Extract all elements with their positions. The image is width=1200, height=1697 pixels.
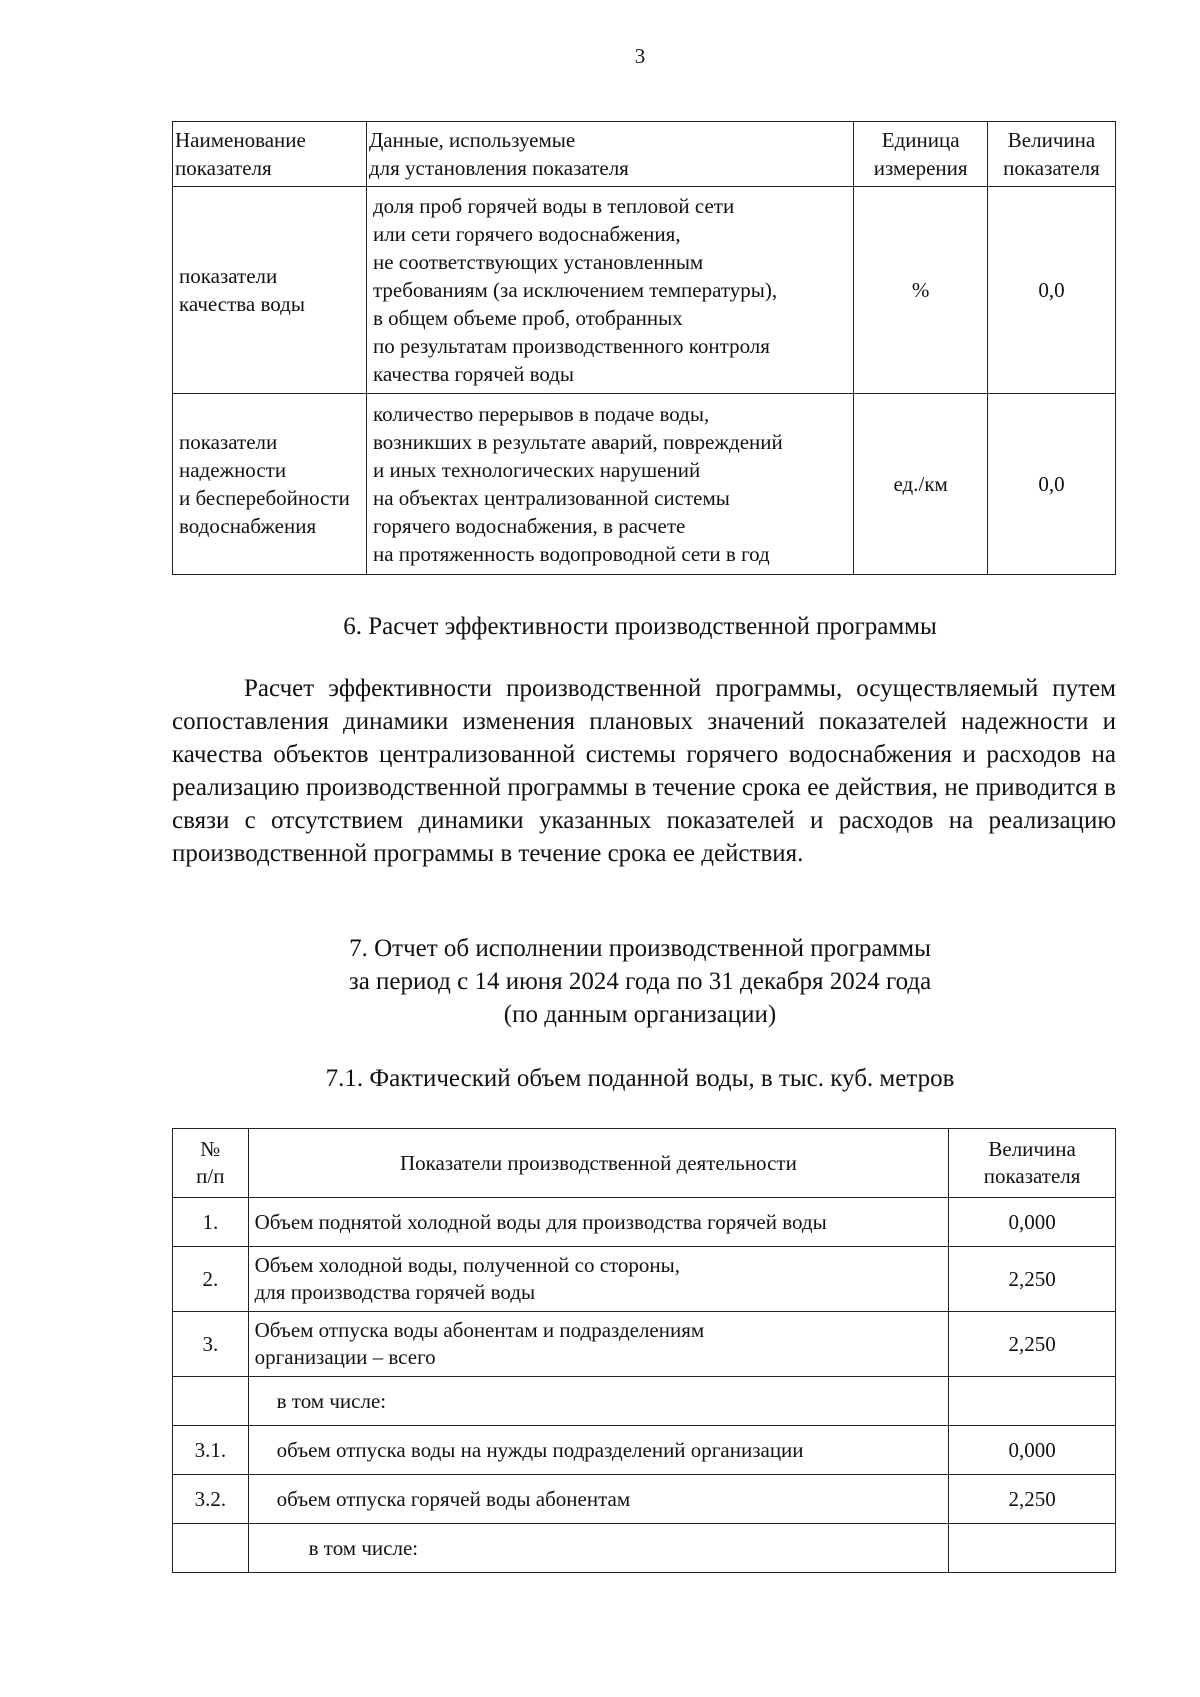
header-line: показателя (1003, 156, 1100, 180)
header-line: показателя (983, 1164, 1081, 1188)
cell-line: качества воды (179, 292, 305, 316)
row-label: в том числе: (248, 1524, 949, 1573)
title-line: за период с 14 июня 2024 года по 31 декабря 2024 года (348, 968, 932, 995)
indicator-unit: ед./км (854, 394, 988, 575)
table-row (173, 1312, 1116, 1377)
row-label: в том числе: (248, 1377, 949, 1426)
indicator-name (173, 394, 367, 575)
section-6-title: 6. Расчет эффективности производственной программы (343, 613, 937, 640)
row-value: 0,000 (949, 1198, 1116, 1247)
header-row-number (173, 1129, 249, 1198)
table-row (173, 1524, 1116, 1573)
cell-line: не соответствующих установленным (372, 250, 704, 274)
row-value (949, 1524, 1116, 1573)
cell-line: показатели (179, 430, 278, 454)
indicator-value: 0,0 (987, 394, 1115, 575)
table-row (173, 187, 1116, 394)
row-number: 3. (173, 1312, 249, 1377)
indicator-data (366, 187, 853, 394)
title-line: (по данным организации) (503, 1001, 777, 1028)
row-label (248, 1312, 949, 1377)
cell-line: количество перерывов в подаче воды, (372, 402, 710, 426)
row-number: 2. (173, 1247, 249, 1312)
cell-line: показатели (179, 264, 278, 288)
table-row (173, 1198, 1116, 1247)
header-indicator-name (173, 122, 367, 187)
cell-line: и бесперебойности (179, 486, 350, 510)
cell-line: горячего водоснабжения, в расчете (372, 514, 686, 538)
header-line: Величина (988, 1137, 1076, 1161)
cell-line: или сети горячего водоснабжения, (372, 222, 681, 246)
cell-line: водоснабжения (179, 514, 317, 538)
cell-line: для производства горячей воды (254, 1280, 536, 1304)
table-row (173, 1426, 1116, 1475)
table-row (173, 1377, 1116, 1426)
table-header-row (173, 1129, 1116, 1198)
row-value: 2,250 (949, 1312, 1116, 1377)
water-volume-table (172, 1128, 1116, 1573)
row-number: 3.1. (173, 1426, 249, 1475)
row-number (173, 1524, 249, 1573)
cell-line: возникших в результате аварий, повреждений (372, 430, 783, 454)
section-6-paragraph: Расчет эффективности производственной программы, осуществляемый путем сопоставления динамики изменения плановых значений показателей надежности и качества объектов централизованной системы горячего водоснабжения и расходов на реализацию производственной программы в течение срока ее действия, не приводится в связи с отсутствием динамики указанных показателей и расходов на реализацию производственной программы в течение срока ее действия. (172, 675, 1116, 867)
header-line: Данные, используемые (368, 128, 576, 152)
page-number: 3 (634, 44, 646, 68)
cell-line: Объем холодной воды, полученной со стороны, (254, 1253, 681, 1277)
table-row (173, 394, 1116, 575)
cell-line: Объем отпуска воды абонентам и подразделениям (254, 1318, 705, 1342)
indicator-data (366, 394, 853, 575)
header-value (987, 122, 1115, 187)
cell-line: на объектах централизованной системы (372, 486, 730, 510)
cell-line: доля проб горячей воды в тепловой сети (372, 194, 735, 218)
quality-indicators-table (172, 121, 1116, 575)
row-number (173, 1377, 249, 1426)
header-unit (854, 122, 988, 187)
row-value (949, 1377, 1116, 1426)
cell-line: в общем объеме проб, отобранных (372, 306, 683, 330)
header-line: для установления показателя (368, 156, 629, 180)
header-indicators: Показатели производственной деятельности (248, 1129, 949, 1198)
cell-line: организации – всего (254, 1345, 436, 1369)
indicator-unit: % (854, 187, 988, 394)
row-number: 3.2. (173, 1475, 249, 1524)
indicator-value: 0,0 (987, 187, 1115, 394)
cell-line: на протяженность водопроводной сети в год (372, 542, 770, 566)
row-label: объем отпуска воды на нужды подразделений организации (248, 1426, 949, 1475)
section-7-title (0, 932, 1200, 1031)
row-number: 1. (173, 1198, 249, 1247)
indicator-name (173, 187, 367, 394)
cell-line: требованиям (за исключением температуры), (372, 278, 778, 302)
title-line: 7. Отчет об исполнении производственной программы (349, 935, 931, 962)
header-line: № (200, 1137, 221, 1161)
header-value (949, 1129, 1116, 1198)
header-line: измерения (873, 156, 968, 180)
header-line: показателя (175, 156, 272, 180)
row-label: Объем поднятой холодной воды для производства горячей воды (248, 1198, 949, 1247)
header-line: Наименование (175, 128, 306, 152)
header-data-used (366, 122, 853, 187)
table-row (173, 1247, 1116, 1312)
row-label (248, 1247, 949, 1312)
row-value: 2,250 (949, 1247, 1116, 1312)
row-value: 2,250 (949, 1475, 1116, 1524)
header-line: Величина (1007, 128, 1096, 152)
header-line: Единица (881, 128, 960, 152)
header-line: п/п (196, 1164, 225, 1188)
table-row (173, 1475, 1116, 1524)
section-7-1-title: 7.1. Фактический объем поданной воды, в тыс. куб. метров (325, 1065, 955, 1092)
row-label: объем отпуска горячей воды абонентам (248, 1475, 949, 1524)
cell-line: и иных технологических нарушений (372, 458, 701, 482)
table-header-row (173, 122, 1116, 187)
row-value: 0,000 (949, 1426, 1116, 1475)
cell-line: надежности (179, 458, 287, 482)
cell-line: качества горячей воды (372, 362, 575, 386)
cell-line: по результатам производственного контроля (372, 334, 770, 358)
